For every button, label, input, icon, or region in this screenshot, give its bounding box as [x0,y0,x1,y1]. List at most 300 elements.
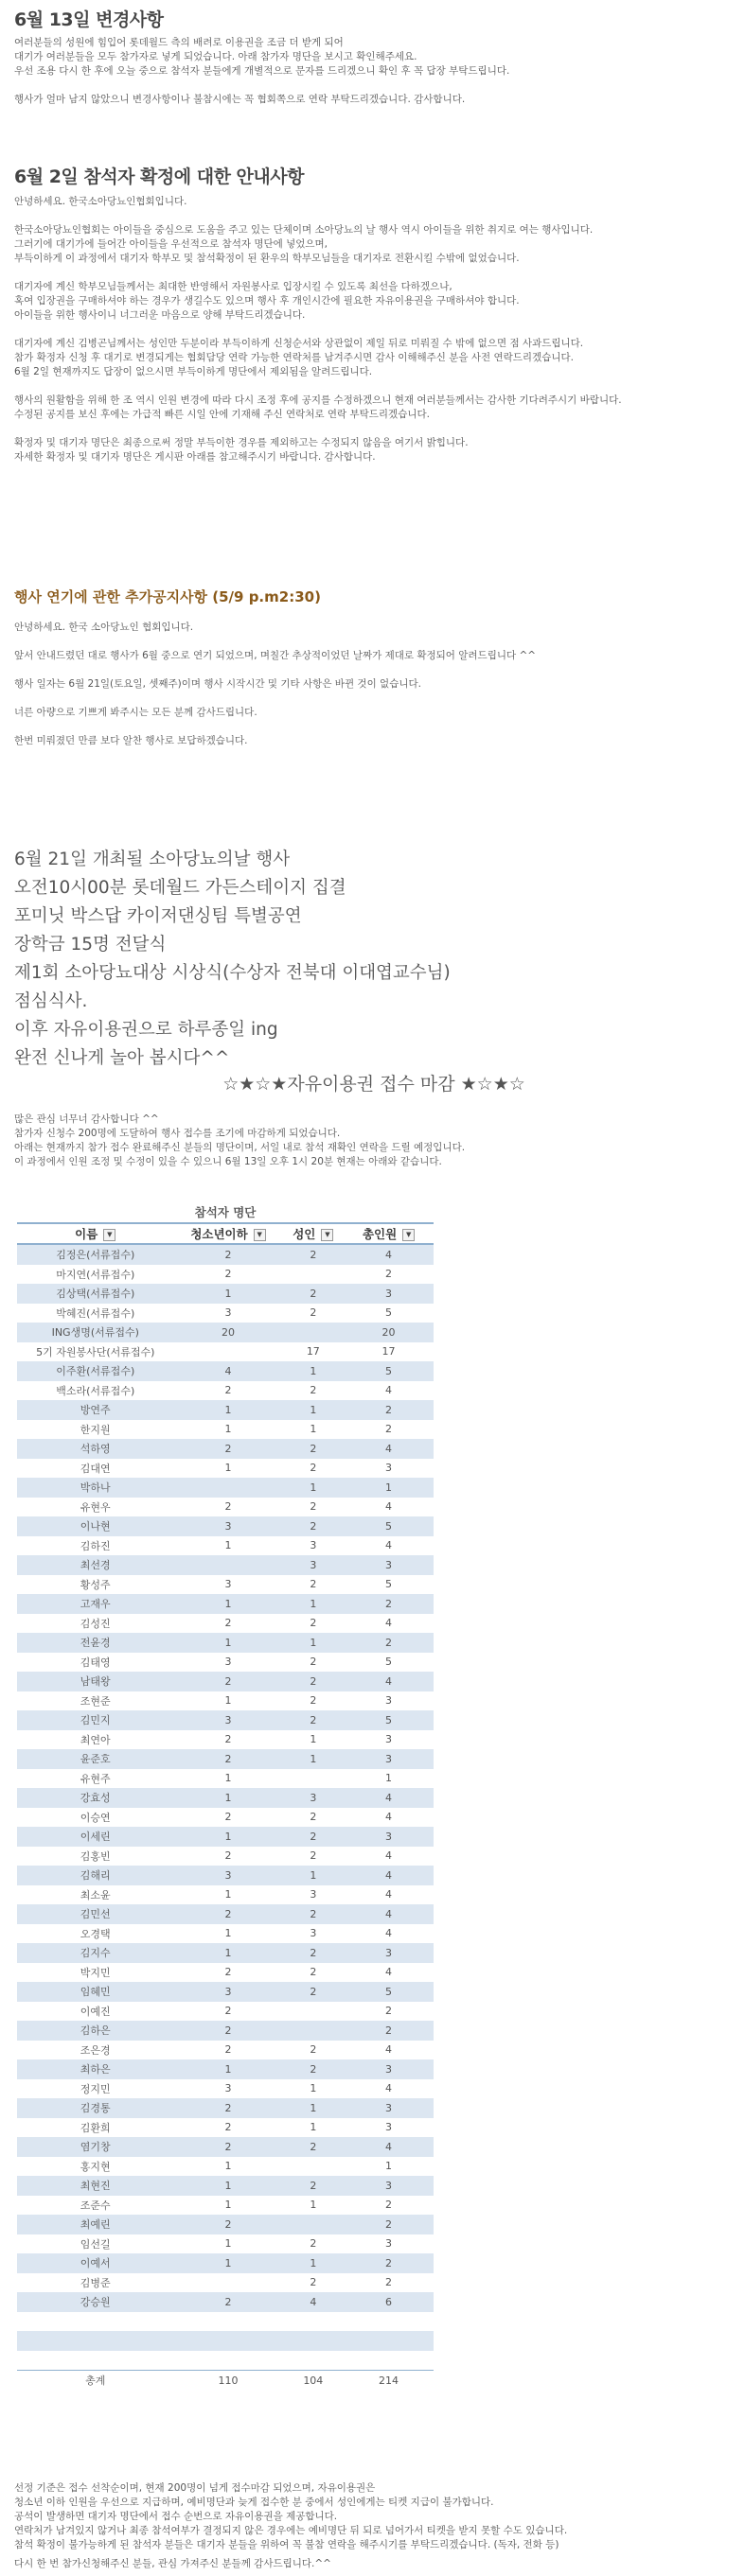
cell-name: 김민선 [17,1904,174,1924]
cell-youth: 2 [224,1500,232,1514]
cell-adult [283,2002,345,2022]
cell-name: 강효성 [17,1788,174,1808]
table-row [17,1827,434,1847]
cell-total: 3 [344,2176,434,2196]
cell-adult: 2 [283,1244,345,1265]
cell-total: 2 [344,2253,434,2273]
cell-total: 3 [344,1749,434,1769]
cell-adult: 1 [283,1749,345,1769]
column-header-total [344,1223,434,1245]
cell-youth [174,1555,283,1575]
table-row [17,2059,434,2079]
participant-table [17,1202,434,2391]
table-row [17,1439,434,1459]
cell-youth: 4 [174,1361,283,1381]
cell-adult: 2 [283,2176,345,2196]
total-youth: 110 [174,2371,283,2391]
cell-name: 이나현 [17,1516,174,1536]
table-row [17,1400,434,1420]
table-row [17,1244,434,1265]
total-name: 총계 [17,2371,174,2391]
table-row [17,2215,434,2234]
cell-name: 마지연(서류접수) [56,1268,135,1281]
cell-adult: 2 [310,1462,317,1475]
cell-total: 5 [385,1306,393,1320]
cell-name: 방연주 [17,1400,174,1420]
cell-youth: 1 [174,1594,283,1614]
cell-youth: 2 [174,1904,283,1924]
table-row [17,1904,434,1924]
cell-total: 4 [385,2082,393,2095]
table-row [17,2351,434,2371]
cell-total: 3 [385,1733,393,1746]
cell-name: 홍지현 [80,2160,111,2173]
cell-total: 3 [344,1555,434,1575]
cell-youth: 1 [224,1694,232,1708]
cell-adult: 2 [283,1439,345,1459]
section-title-june2: 6월 2일 참석자 확정에 대한 안내사항 [14,166,304,187]
cell-youth: 1 [174,2059,283,2079]
cell-total: 4 [385,1927,393,1940]
cell-name: 김성진 [80,1617,111,1630]
cell-adult [283,2157,345,2177]
table-row [17,1555,434,1575]
table-row [17,1381,434,1401]
cell-youth: 2 [224,2121,232,2134]
table-row [17,1420,434,1440]
cell-total: 4 [344,1788,434,1808]
table-header-row [17,1223,434,1245]
cell-name: 염기창 [17,2137,174,2157]
cell-name: 강승원 [17,2292,174,2312]
table-row [17,1361,434,1381]
table-row [17,2098,434,2118]
table-row [17,2234,434,2254]
cell-youth: 1 [224,2199,232,2212]
cell-name: 이예서 [17,2253,174,2273]
event-line: 오전10시00분 롯데월드 가든스테이지 집결 [14,878,346,898]
table-row [17,1672,434,1691]
cell-name: 김해리 [17,1866,174,1885]
cell-youth: 2 [224,2005,232,2018]
cell-total: 5 [344,1710,434,1730]
cell-name: 이주환(서류접수) [17,1361,174,1381]
cell-youth: 1 [224,1539,232,1552]
cell-adult: 1 [283,1633,345,1653]
cell-name: 윤준호 [17,1749,174,1769]
table-row [17,1710,434,1730]
table-row [17,1963,434,1983]
cell-name [17,2312,174,2332]
table-row [17,1323,434,1342]
footer-thanks: 다시 한 번 참가신청해주신 분들, 관심 가져주신 분들께 감사드립니다.^^ [14,2558,331,2569]
cell-name: 김하은 [17,2021,174,2041]
cell-total: 2 [344,1633,434,1653]
table-row [17,1653,434,1673]
cell-total: 4 [385,1384,393,1397]
cell-youth: 2 [174,2098,283,2118]
table-row [17,2273,434,2293]
cell-youth: 3 [174,1866,283,1885]
table-row [17,1614,434,1634]
cell-youth: 2 [174,2137,283,2157]
table-row [17,2118,434,2138]
cell-total: 3 [385,1462,393,1475]
cell-youth: 3 [174,1516,283,1536]
cell-youth: 1 [174,1633,283,1653]
cell-adult: 2 [283,2137,345,2157]
cell-adult: 2 [283,1943,345,1963]
table-row [17,1982,434,2002]
cell-total: 2 [344,2021,434,2041]
cell-adult: 2 [283,1982,345,2002]
cell-total: 4 [385,1500,393,1514]
cell-youth: 1 [174,1788,283,1808]
section-body-postpone: 안녕하세요. 한국 소아당뇨인 협회입니다. 앞서 안내드렸던 대로 행사가 6월 중으로 연기 되었으며, 며칠간 추상적이었던 날짜가 제대로 확정되어 알려드립니다 ^^ 행사 일자는 6월 21일(토요일, 셋째주)이며 행사 시작시간 및 기타 사항은 바뀐 것이 없습니다. 너른 아량으로 기쁘게 봐주시는 모든 분께 감사드립니다. 한번 미뤄졌던 만큼 보다 알찬 행사로 보답하겠습니다. [14,622,537,746]
table-row [17,2157,434,2177]
cell-adult [283,1769,345,1789]
table-row [17,1633,434,1653]
cell-name: 최현진 [17,2176,174,2196]
table-row [17,2312,434,2332]
cell-youth: 3 [224,1656,232,1669]
cell-adult: 1 [310,1733,317,1746]
cell-total [344,2312,434,2332]
cell-adult: 1 [283,1866,345,1885]
closing-title: ☆★☆★자유이용권 접수 마감 ★☆★☆ [222,1074,525,1095]
table-row [17,1749,434,1769]
cell-name: 고재우 [17,1594,174,1614]
table-row [17,1924,434,1944]
cell-total: 3 [385,1694,393,1708]
table-row [17,1536,434,1556]
cell-youth: 2 [224,1966,232,1979]
cell-name: 임선길 [80,2237,111,2251]
cell-adult: 2 [310,1617,317,1630]
total-total: 214 [344,2371,434,2391]
cell-name: 박혜진(서류접수) [56,1306,135,1320]
cell-total: 2 [385,1423,393,1436]
cell-adult: 3 [310,1539,317,1552]
cell-adult: 2 [310,1694,317,1708]
cell-name: 김상택(서류접수) [17,1284,174,1304]
cell-youth: 1 [174,1943,283,1963]
cell-name: 최소윤 [80,1888,111,1901]
cell-adult: 2 [283,1904,345,1924]
cell-adult: 3 [283,1788,345,1808]
cell-name: 정지민 [80,2082,111,2095]
table-row [17,1691,434,1711]
cell-youth [174,2351,283,2371]
cell-name: 임혜민 [17,1982,174,2002]
cell-adult [283,1323,345,1342]
cell-name: 석하영 [17,1439,174,1459]
cell-youth: 1 [224,1888,232,1901]
cell-adult: 2 [310,2276,317,2289]
cell-name: 김지수 [17,1943,174,1963]
cell-adult: 1 [283,1400,345,1420]
cell-name: 이승연 [80,1811,111,1824]
cell-total: 6 [344,2292,434,2312]
cell-total: 5 [385,1656,393,1669]
cell-adult: 2 [283,1284,345,1304]
cell-total: 3 [344,2059,434,2079]
cell-youth: 20 [174,1323,283,1342]
cell-adult: 1 [310,1423,317,1436]
filter-dropdown-icon[interactable]: ▼ [254,1229,266,1241]
cell-name: 김민지 [17,1710,174,1730]
column-header-label: 이름 [75,1226,98,1241]
cell-youth: 3 [224,2082,232,2095]
cell-total [344,2351,434,2371]
event-line: 포미닛 박스답 카이저댄싱팀 특별공연 [14,906,302,926]
filter-dropdown-icon[interactable]: ▼ [103,1229,115,1241]
cell-adult: 2 [310,1384,317,1397]
cell-adult: 2 [310,1811,317,1824]
table-row [17,2176,434,2196]
section-body-june2: 안녕하세요. 한국소아당뇨인협회입니다. 한국소아당뇨인협회는 아이들을 중심으로 도움을 주고 있는 단체이며 소아당뇨의 날 행사 역시 아이들을 위한 취지로 여는 행사입니다. 그러기에 대기가에 들어간 아이들을 우선적으로 참석자 명단에 넣었으며, 부득이하게 이 과정에서 대기자 학부모 및 참석확정이 된 환우의 학부모님들을 대기자로 전환시킬 수밖에 없었습니다. 대기자에 계신 학부모님들께서는 최대한 반영해서 자원봉사로 입장시킬 수 있도록 최선을 다하겠으나, 혹여 입장권을 구매하셔야 하는 경우가 생길수도 있으며 행사 후 개인시간에 필요한 자유이용권을 구매하셔야 합니다. 아이들을 위한 행사이니 너그러운 마음으로 양해 부탁드리겠습니다. 대기자에 계신 김병곤님께서는 성인만 두분이라 부득이하게 신청순서와 상관없이 제일 뒤로 미뤄질 수 밖에 없으면 점 사과드립니다. 참가 확정자 신청 후 대기로 변경되게는 협회담당 연락 가능한 연락처를 남겨주시면 감사 이해해주신 분을 사전 연락드리겠습니다. 6월 2일 현재까지도 답장이 없으시면 부득이하게 명단에서 제외됨을 알려드립니다. 행사의 원활함을 위해 한 조 역시 인원 변경에 따라 다시 조정 후에 공지를 수정하겠으니 현재 여러분들께서는 감사한 기다려주시기 바랍니다. 수정된 공지를 보신 후에는 가급적 빠른 시일 안에 기재해 주신 연락처로 연락 부탁드리겠습니다. 확정자 및 대기자 명단은 최종으로써 정말 부득이한 경우를 제외하고는 수정되지 않음을 여기서 밝힙니다. 자세한 확정자 및 대기자 명단은 게시판 아래를 참고해주시기 바랍니다. 감사합니다. [14,196,622,463]
table-row [17,1769,434,1789]
table-row [17,1788,434,1808]
cell-total: 3 [344,2098,434,2118]
cell-total: 2 [385,2199,393,2212]
table-row [17,2079,434,2099]
table-row [17,2331,434,2351]
cell-adult: 1 [283,1594,345,1614]
cell-name: 최하은 [17,2059,174,2079]
cell-youth: 3 [224,1578,232,1591]
cell-total: 3 [344,1284,434,1304]
event-line: 완전 신나게 놀아 봅시다^^ [14,1048,230,1068]
cell-name: 유현우 [80,1500,111,1514]
cell-youth: 3 [224,1306,232,1320]
filter-dropdown-icon[interactable]: ▼ [321,1229,333,1241]
table-row [17,1730,434,1750]
cell-total: 2 [344,2215,434,2234]
cell-adult: 2 [283,1827,345,1847]
cell-youth: 2 [224,1268,232,1281]
cell-youth: 2 [224,2043,232,2057]
cell-name: 이예진 [80,2005,111,2018]
cell-name: 김병준 [80,2276,111,2289]
cell-name: 이세린 [17,1827,174,1847]
column-header-label: 총인원 [362,1226,398,1241]
cell-name: 최선경 [17,1555,174,1575]
cell-adult [283,2312,345,2332]
cell-adult: 17 [306,1345,320,1358]
section-title-june13: 6월 13일 변경사항 [14,9,164,30]
cell-name: 백소라(서류접수) [56,1384,135,1397]
cell-total: 2 [385,1268,393,1281]
cell-total: 4 [344,1439,434,1459]
cell-youth: 2 [174,2215,283,2234]
cell-youth: 1 [224,1927,232,1940]
table-row [17,2196,434,2216]
cell-total: 2 [344,1594,434,1614]
cell-name: 최연아 [80,1733,111,1746]
cell-adult: 3 [310,1888,317,1901]
cell-total: 3 [344,1943,434,1963]
cell-youth: 2 [174,2292,283,2312]
cell-name [17,2351,174,2371]
table-row [17,1265,434,1285]
cell-total: 4 [385,1539,393,1552]
cell-youth: 1 [224,1423,232,1436]
cell-youth: 2 [224,1733,232,1746]
cell-name: 남태왕 [17,1672,174,1691]
cell-total: 20 [344,1323,434,1342]
cell-youth: 3 [174,1710,283,1730]
cell-name: 오경택 [80,1927,111,1940]
cell-name: 김홍빈 [80,1849,111,1863]
cell-total: 5 [344,1361,434,1381]
cell-total: 17 [381,1345,396,1358]
cell-name: 김경통 [17,2098,174,2118]
cell-adult: 2 [283,1516,345,1536]
table-row [17,1575,434,1595]
cell-youth: 2 [174,1672,283,1691]
cell-name: 조은경 [80,2043,111,2057]
table-row [17,2021,434,2041]
column-header-label: 성인 [293,1226,316,1241]
cell-adult: 2 [283,1710,345,1730]
event-line: 점심식사. [14,991,88,1011]
cell-youth: 2 [174,1439,283,1459]
cell-adult [283,2215,345,2234]
table-row [17,1516,434,1536]
table-caption-row [17,1202,434,1223]
cell-adult: 4 [283,2292,345,2312]
cell-name: 김환희 [80,2121,111,2134]
cell-total: 4 [344,1672,434,1691]
section-title-postpone: 행사 연기에 관한 추가공지사항 (5/9 p.m2:30) [14,588,321,605]
table-row [17,1594,434,1614]
event-line: 장학금 15명 전달식 [14,935,167,955]
cell-adult: 2 [283,1672,345,1691]
cell-adult: 2 [283,2059,345,2079]
cell-youth [174,1478,283,1498]
table-row [17,1847,434,1866]
section-body-june13: 여러분들의 성원에 힘입어 롯데월드 측의 배려로 이용권을 조금 더 받게 되어 대기가 여러분들을 모두 참가자로 넣게 되었습니다. 아래 참가자 명단을 보시고 확인해주세요. 우선 조용 다시 한 후에 오늘 중으로 참석자 분들에게 개별적으로 문자를 드리겠으니 확인 후 꼭 답장 부탁드립니다. 행사가 얼마 남지 않았으니 변경사항이나 불참시에는 꼭 협회쪽으로 연락 부탁드리겠습니다. 감사합니다. [14,37,510,105]
cell-total: 5 [344,1516,434,1536]
cell-adult: 1 [283,1361,345,1381]
cell-name: 박지민 [80,1966,111,1979]
cell-name: 박하나 [17,1478,174,1498]
table-row [17,1284,434,1304]
table-row [17,2041,434,2060]
column-header-name [17,1223,174,1245]
cell-total: 1 [385,2160,393,2173]
filter-dropdown-icon[interactable]: ▼ [402,1229,415,1241]
cell-adult [283,1265,345,1285]
cell-name: 김대연 [80,1462,111,1475]
cell-adult: 2 [310,2237,317,2251]
cell-total: 4 [385,1888,393,1901]
cell-adult: 1 [310,2082,317,2095]
table-row [17,1498,434,1517]
cell-name: 황성주 [80,1578,111,1591]
cell-total: 4 [385,1617,393,1630]
cell-total: 3 [385,2237,393,2251]
cell-youth [174,2312,283,2332]
cell-youth: 1 [174,2176,283,2196]
cell-total: 4 [344,2137,434,2157]
cell-youth: 1 [174,1827,283,1847]
cell-youth: 2 [224,1384,232,1397]
column-header-adult [283,1223,345,1245]
cell-youth: 1 [224,2237,232,2251]
cell-youth [174,2331,283,2351]
cell-youth: 1 [174,1284,283,1304]
cell-adult: 2 [310,2043,317,2057]
table-row [17,1304,434,1323]
event-line: 제1회 소아당뇨대상 시상식(수상자 전북대 이대엽교수님) [14,963,451,983]
cell-youth: 3 [174,1982,283,2002]
cell-total: 4 [385,1966,393,1979]
cell-youth: 1 [224,1772,232,1785]
cell-name: 한지원 [80,1423,111,1436]
table-row [17,1808,434,1828]
table-row [17,2002,434,2022]
closing-body: 많은 관심 너무너 감사합니다 ^^ 참가자 신청수 200명에 도달하여 행사 접수를 조기에 마감하게 되었습니다. 아래는 현재까지 참가 접수 완료해주신 분들의 명단이며, 서일 내로 참석 재확인 연락을 드릴 예정입니다. 이 과정에서 인원 조정 및 수정이 있을 수 있으니 6월 13일 오후 1시 20분 현재는 아래와 같습니다. [14,1113,466,1167]
table-row [17,1478,434,1498]
cell-total: 2 [385,2005,393,2018]
cell-name: 조준수 [80,2199,111,2212]
table-total-row [17,2371,434,2391]
table-row [17,1866,434,1885]
column-header-youth [174,1223,283,1245]
table-row [17,2253,434,2273]
cell-total [344,2331,434,2351]
cell-adult: 1 [283,1478,345,1498]
cell-youth [174,2273,283,2293]
cell-total: 2 [385,2276,393,2289]
cell-youth: 2 [174,1244,283,1265]
total-adult: 104 [283,2371,345,2391]
table-row [17,2137,434,2157]
cell-youth: 1 [174,2253,283,2273]
table-row [17,1342,434,1362]
cell-name: 최예린 [17,2215,174,2234]
cell-name [17,2331,174,2351]
cell-total: 2 [344,1400,434,1420]
cell-adult: 1 [310,2121,317,2134]
cell-total: 4 [385,2043,393,2057]
event-line: 6월 21일 개최될 소아당뇨의날 행사 [14,850,291,869]
cell-adult: 2 [310,1849,317,1863]
cell-total: 1 [344,1478,434,1498]
cell-total: 4 [344,1904,434,1924]
cell-youth: 2 [224,1617,232,1630]
cell-name: 전윤경 [17,1633,174,1653]
table-row [17,1943,434,1963]
cell-youth: 1 [174,1400,283,1420]
cell-adult [283,2021,345,2041]
cell-adult: 2 [310,1306,317,1320]
cell-total: 1 [385,1772,393,1785]
cell-total: 4 [385,1811,393,1824]
table-row [17,1459,434,1479]
cell-adult [283,2351,345,2371]
cell-name: 유현주 [80,1772,111,1785]
table-row [17,1885,434,1905]
footer-body: 선정 기준은 접수 선착순이며, 현재 200명이 넘게 접수마감 되었으며, 자유이용권은 청소년 이하 인원을 우선으로 지급하며, 예비명단과 늦게 접수한 분 중에서 성인에게는 티켓 지급이 불가합니다. 공석이 발생하면 대기자 명단에서 접수 순번으로 자유이용권을 제공합니다. 연락처가 남겨있지 않거나 최종 참석여부가 결정되지 않은 경우에는 예비명단 뒤 되로 넘어가서 티켓을 받지 못할 수도 있습니다. 참석 확정이 불가능하게 된 참석자 분들은 대기자 분들을 위하여 꼭 불참 연락을 해주시기를 부탁드리겠습니다. (독자, 전화 등) [14,2482,568,2550]
table-row [17,2292,434,2312]
cell-adult: 2 [310,1500,317,1514]
cell-adult: 1 [283,2253,345,2273]
cell-youth [174,1342,283,1362]
cell-name: 조현준 [80,1694,111,1708]
